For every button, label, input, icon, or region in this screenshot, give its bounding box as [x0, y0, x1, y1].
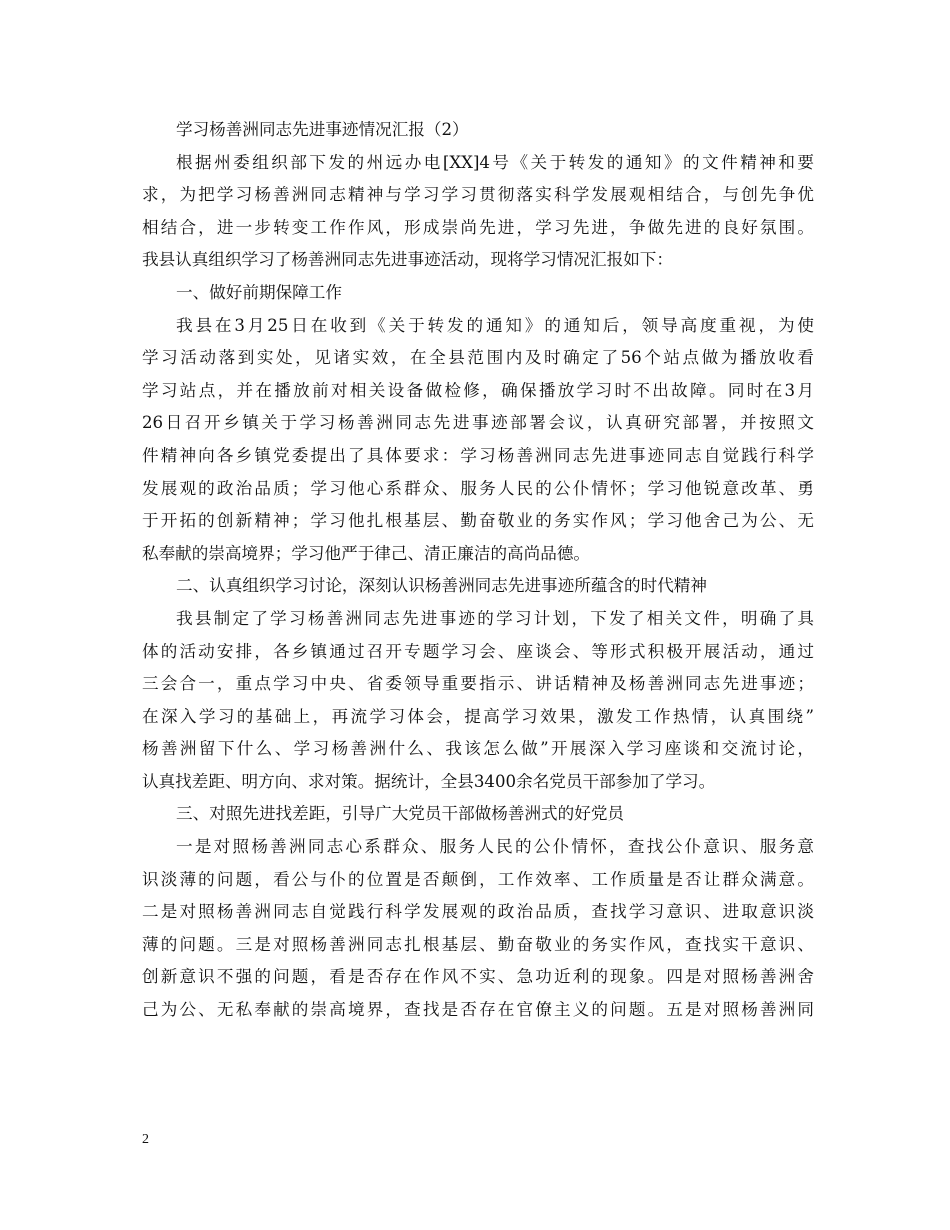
- paragraph-line: 学习站点，并在播放前对相关设备做检修，确保播放学习时不出故障。同时在3月: [142, 380, 814, 400]
- paragraph-line: 我县认真组织学习了杨善洲同志先进事迹活动，现将学习情况汇报如下：: [142, 250, 673, 270]
- paragraph-first-line: 我县在3月25日在收到《关于转发的通知》的通知后，领导高度重视，为使: [176, 315, 814, 335]
- paragraph-first-line: 根据州委组织部下发的州远办电[XX]4号《关于转发的通知》的文件精神和要: [176, 152, 814, 172]
- paragraph-first-line: 我县制定了学习杨善洲同志先进事迹的学习计划，下发了相关文件，明确了具: [176, 608, 814, 628]
- document-body: [142, 114, 814, 1027]
- paragraph-first-line: 三、对照先进找差距，引导广大党员干部做杨善洲式的好党员: [176, 804, 625, 824]
- paragraph-first-line: 一、做好前期保障工作: [176, 282, 342, 302]
- paragraph-line: 于开拓的创新精神；学习他扎根基层、勤奋敬业的务实作风；学习他舍己为公、无: [142, 511, 814, 531]
- paragraph-line: 识淡薄的问题，看公与仆的位置是否颠倒，工作效率、工作质量是否让群众满意。: [142, 869, 814, 889]
- paragraph-first-line: 学习杨善洲同志先进事迹情况汇报（2）: [176, 120, 469, 139]
- paragraph-line: 体的活动安排，各乡镇通过召开专题学习会、座谈会、等形式积极开展活动，通过: [142, 641, 814, 661]
- paragraph-line: 私奉献的崇高境界；学习他严于律己、清正廉洁的高尚品德。: [142, 543, 591, 563]
- paragraph-first-line: 一是对照杨善洲同志心系群众、服务人民的公仆情怀，查找公仆意识、服务意: [176, 837, 814, 857]
- paragraph-line: 三会合一，重点学习中央、省委领导重要指示、讲话精神及杨善洲同志先进事迹；: [142, 674, 814, 694]
- paragraph-line: 发展观的政治品质；学习他心系群众、服务人民的公仆情怀；学习他锐意改革、勇: [142, 478, 814, 498]
- paragraph-line: 杨善洲留下什么、学习杨善洲什么、我该怎么做”开展深入学习座谈和交流讨论，: [142, 739, 814, 759]
- paragraph-first-line: 二、认真组织学习讨论，深刻认识杨善洲同志先进事迹所蕴含的时代精神: [176, 576, 707, 596]
- paragraph-line: 26日召开乡镇关于学习杨善洲同志先进事迹部署会议，认真研究部署，并按照文: [142, 413, 814, 433]
- paragraph-line: 件精神向各乡镇党委提出了具体要求：学习杨善洲同志先进事迹同志自觉践行科学: [142, 445, 814, 465]
- page-number: 2: [142, 1132, 149, 1147]
- paragraph-line: 己为公、无私奉献的崇高境界，查找是否存在官僚主义的问题。五是对照杨善洲同: [142, 1000, 814, 1020]
- paragraph-line: 二是对照杨善洲同志自觉践行科学发展观的政治品质，查找学习意识、进取意识淡: [142, 902, 814, 922]
- paragraph-line: 创新意识不强的问题，看是否存在作风不实、急功近利的现象。四是对照杨善洲舍: [142, 967, 814, 987]
- paragraph-line: 薄的问题。三是对照杨善洲同志扎根基层、勤奋敬业的务实作风，查找实干意识、: [142, 934, 814, 954]
- paragraph-line: 相结合，进一步转变工作作风，形成崇尚先进，学习先进，争做先进的良好氛围。: [142, 217, 814, 237]
- paragraph-line: 学习活动落到实处，见诸实效，在全县范围内及时确定了56个站点做为播放收看: [142, 348, 814, 368]
- paragraph-line: 求，为把学习杨善洲同志精神与学习学习贯彻落实科学发展观相结合，与创先争优: [142, 185, 814, 205]
- paragraph-line: 在深入学习的基础上，再流学习体会，提高学习效果，激发工作热情，认真围绕”: [142, 706, 814, 726]
- paragraph-line: 认真找差距、明方向、求对策。据统计，全县3400余名党员干部参加了学习。: [142, 771, 716, 791]
